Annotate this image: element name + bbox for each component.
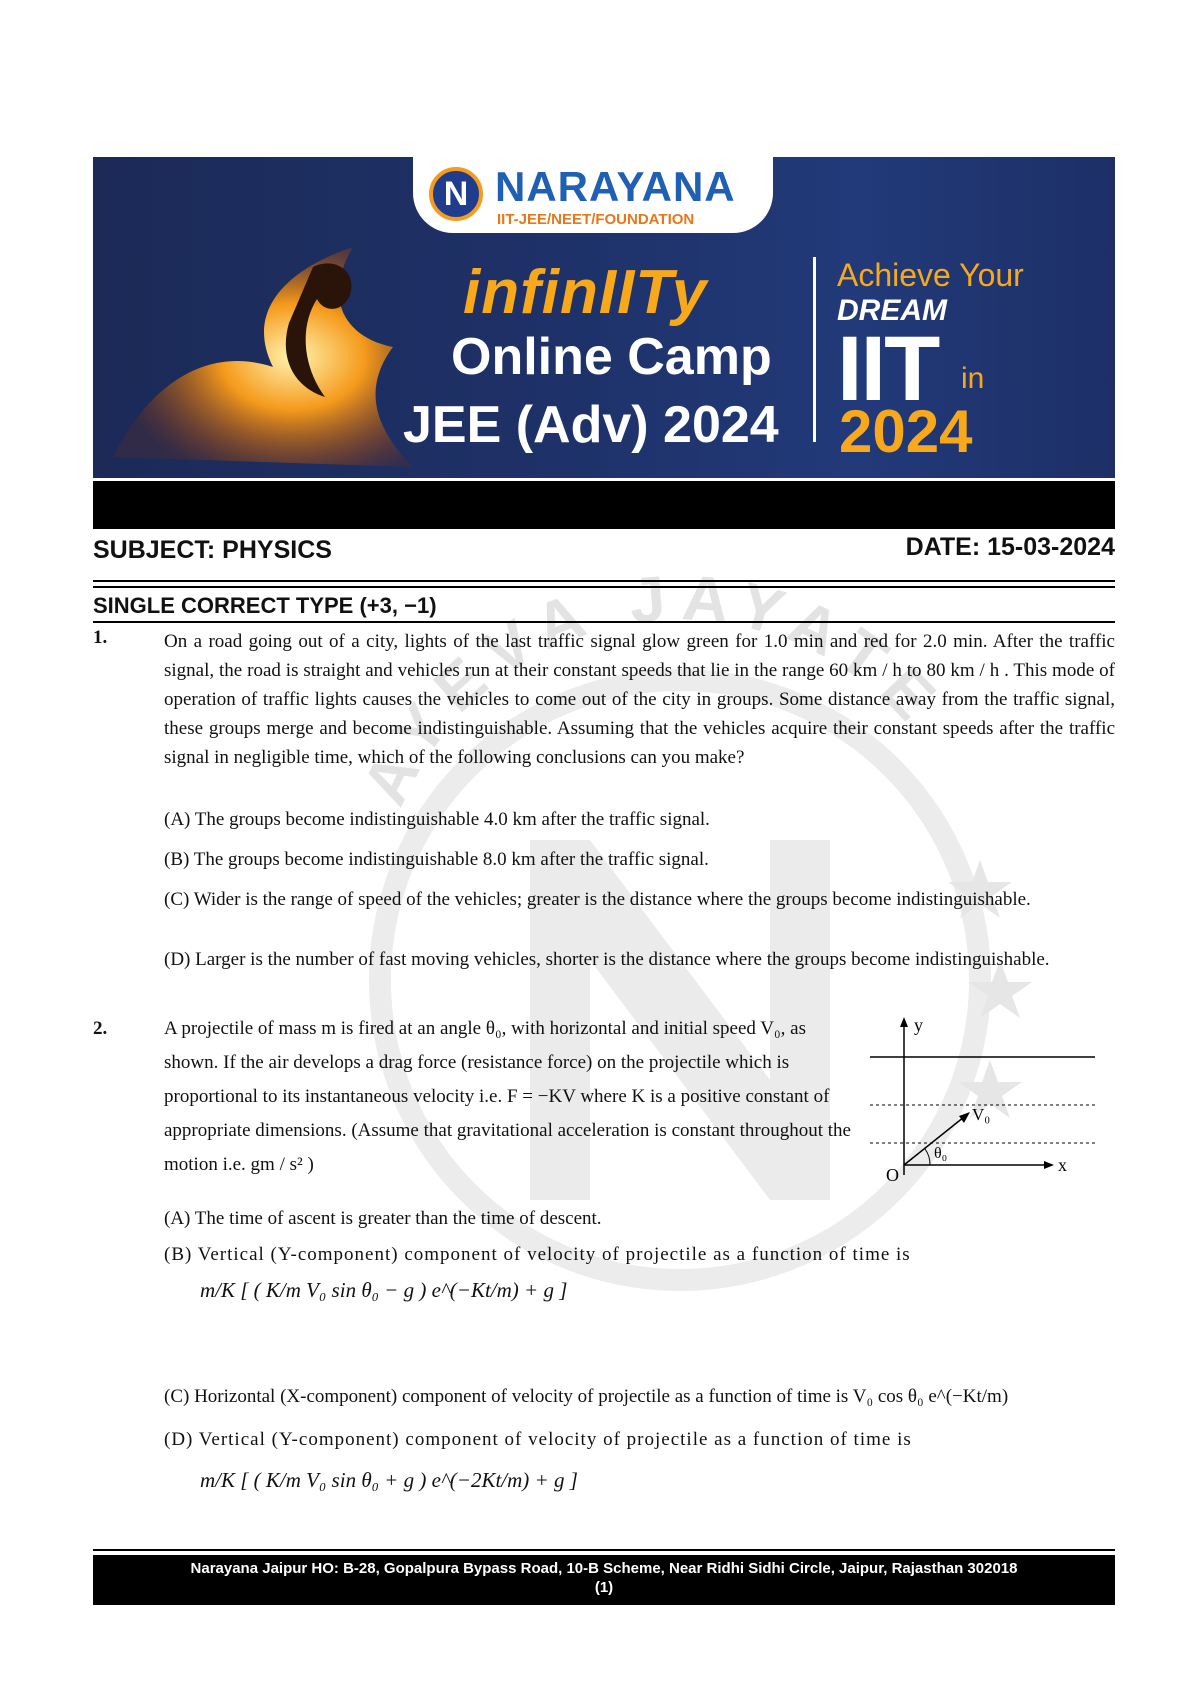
option-b: (B) The groups become indistinguishable 8.0 km after the traffic signal. xyxy=(164,849,709,870)
formula-d: m/K [ ( K/m V₀ sin θ₀ + g ) e^(−2Kt/m) + g ] xyxy=(200,1468,578,1492)
question-text: On a road going out of a city, lights of the last traffic signal glow green for 1.0 min and red for 2.0 min. After the traffic signal, the road is straight and vehicles run at their constant speeds that lie in the range 60 km / h to 80 km / h . This mode of operation of traffic lights causes the vehicles to come out of the city in groups. Some distance away from the traffic signal, these groups merge and become indistinguishable. Assuming that the vehicles acquire their constant speeds after the traffic signal in negligible time, which of the following conclusions can you make? xyxy=(164,631,1115,768)
footer-bar xyxy=(93,1555,1115,1605)
banner-divider xyxy=(813,257,816,442)
page-number: (1) xyxy=(594,1579,614,1596)
logo-name: NARAYANA xyxy=(495,163,736,210)
runner-flames-graphic xyxy=(93,227,433,477)
origin-label: O xyxy=(886,1165,899,1185)
in-text: in xyxy=(961,362,985,395)
narayana-logo xyxy=(413,157,773,233)
year-text: 2024 xyxy=(839,398,973,465)
formula-b: m/K [ ( K/m V₀ sin θ₀ − g ) e^(−Kt/m) + g ] xyxy=(200,1278,568,1302)
question-number: 1. xyxy=(93,627,108,648)
subject-label: SUBJECT: PHYSICS xyxy=(93,536,332,564)
y-axis-label: y xyxy=(914,1015,923,1035)
iit-text: IIT xyxy=(837,318,939,420)
footer-divider xyxy=(93,1549,1115,1551)
promo-banner xyxy=(93,157,1115,478)
section-title: SINGLE CORRECT TYPE (+3, −1) xyxy=(93,593,437,618)
logo-subtitle: IIT-JEE/NEET/FOUNDATION xyxy=(497,211,695,228)
x-axis-label: x xyxy=(1058,1155,1067,1175)
divider xyxy=(93,621,1115,623)
question-text: A projectile of mass m is fired at an angle θ₀, with horizontal and initial speed V₀, as shown. If the air develops a drag force (resistance force) on the projectile which is proportional to its instantaneous velocity i.e. F = −KV where K is a positive constant of appropriate dimensions. (Assume that gravitational acceleration is constant throughout the motion i.e. gm / s² ) xyxy=(164,1018,851,1175)
watermark-text: AYEVA JAYATE xyxy=(348,561,959,816)
banner-black-bar xyxy=(93,481,1115,529)
option-a: (A) The time of ascent is greater than the time of descent. xyxy=(164,1208,602,1229)
velocity-label: V₀ xyxy=(972,1105,991,1124)
option-d: (D) Vertical (Y-component) component of velocity of projectile as a function of time is xyxy=(164,1429,912,1450)
achieve-text: Achieve Your xyxy=(837,257,1024,293)
dream-text: DREAM xyxy=(837,294,947,327)
option-a: (A) The groups become indistinguishable 4.0 km after the traffic signal. xyxy=(164,809,710,830)
option-d: (D) Larger is the number of fast moving vehicles, shorter is the distance where the groups become indistinguishable. xyxy=(164,949,1050,970)
option-c: (C) Wider is the range of speed of the vehicles; greater is the distance where the groups become indistinguishable. xyxy=(164,889,1031,910)
camp-title: Online Camp xyxy=(451,328,772,386)
logo-emblem-icon: N xyxy=(429,167,483,221)
projectile-figure xyxy=(860,1015,1100,1185)
angle-label: θ₀ xyxy=(934,1145,948,1162)
question-number: 2. xyxy=(93,1018,108,1039)
footer-address: Narayana Jaipur HO: B-28, Gopalpura Bypass Road, 10-B Scheme, Near Ridhi Sidhi Circle, Jaipur, Rajasthan 302018 xyxy=(190,1560,1018,1577)
divider xyxy=(93,580,1115,582)
option-b: (B) Vertical (Y-component) component of velocity of projectile as a function of time is xyxy=(164,1244,911,1265)
date-label: DATE: 15-03-2024 xyxy=(905,533,1115,561)
option-c: (C) Horizontal (X-component) component of velocity of projectile as a function of time is V₀ cos θ₀ e^(−Kt/m) xyxy=(164,1386,1009,1407)
divider xyxy=(93,586,1115,588)
exam-title: JEE (Adv) 2024 xyxy=(403,396,779,454)
brand-title: infinIITy xyxy=(463,258,708,327)
